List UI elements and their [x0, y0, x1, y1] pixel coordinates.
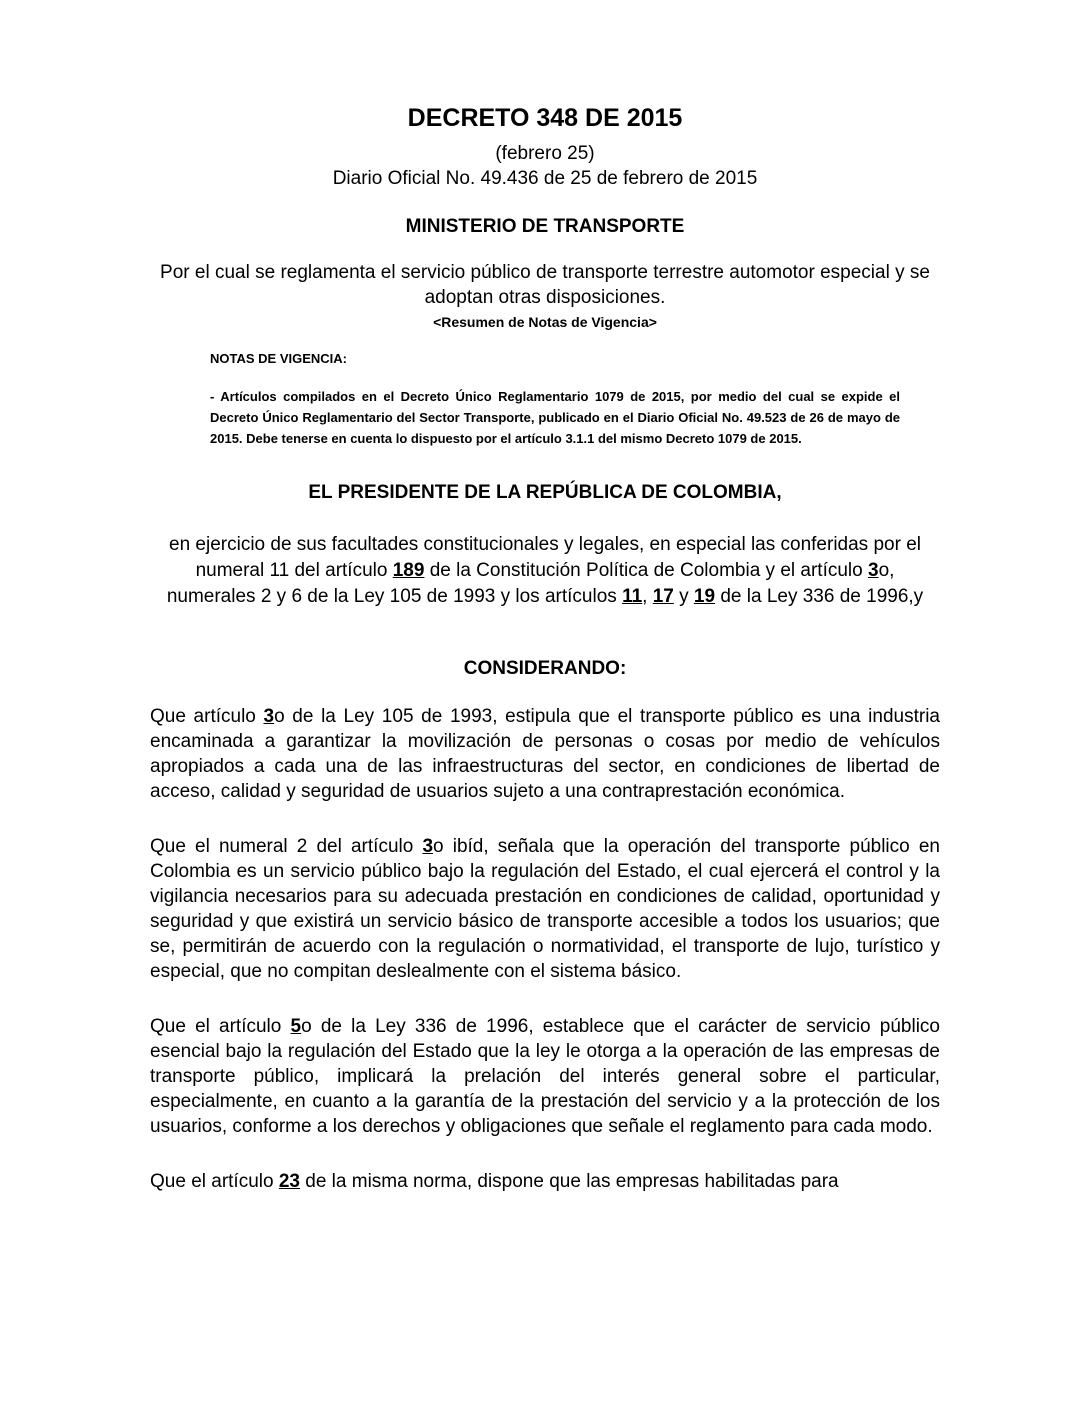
text-run: Que el artículo [150, 1016, 291, 1037]
considerando-paragraph-1 [150, 704, 940, 804]
notas-de-vigencia-heading: NOTAS DE VIGENCIA: [210, 351, 347, 366]
text-run: o ibíd, señala que la operación del transporte público en Colombia es un servicio público bajo la regulación del Estado, el cual ejercerá el control y la vigilancia necesarios para su adecuada prestación en condiciones de calidad, oportunidad y seguridad y que existirá un servicio básico de transporte accesible a todos los usuarios; que se, permitirán de acuerdo con la regulación o normatividad, el transporte de lujo, turístico y especial, que no compitan deslealmente con el sistema básico. [150, 836, 940, 982]
text-run: Que el artículo [150, 1171, 279, 1192]
article-reference: 17 [652, 586, 674, 607]
considerando-paragraph-4 [150, 1169, 940, 1194]
text-run: o de la Ley 336 de 1996, establece que el carácter de servicio público esencial bajo la regulación del Estado que la ley le otorga a la operación de las empresas de transporte público, implicará la prelación del interés general sobre el particular, especialmente, en cuanto a la garantía de la prestación del servicio y a la protección de los usuarios, conforme a los derechos y obligaciones que señale el reglamento para cada modo. [150, 1016, 940, 1137]
article-reference: 189 [392, 560, 425, 581]
president-heading: EL PRESIDENTE DE LA REPÚBLICA DE COLOMBIA, [308, 482, 782, 503]
notas-de-vigencia-section [210, 348, 900, 449]
vigencia-summary-tag: <Resumen de Notas de Vigencia> [433, 314, 657, 330]
text-run: de la Constitución Política de Colombia y el artículo [424, 560, 868, 581]
gazette-line: Diario Oficial No. 49.436 de 25 de febrero de 2015 [332, 168, 758, 189]
document-title: DECRETO 348 DE 2015 [407, 104, 683, 132]
date-line: (febrero 25) [495, 143, 595, 164]
article-reference: 11 [622, 586, 643, 607]
article-reference: 3 [422, 836, 434, 857]
considerando-heading: CONSIDERANDO: [463, 658, 627, 679]
article-reference: 3 [263, 706, 275, 727]
ministry-heading: MINISTERIO DE TRANSPORTE [405, 216, 685, 237]
article-reference: 23 [278, 1171, 300, 1192]
text-run: de la Ley 336 de 1996,y [715, 586, 924, 607]
preamble-paragraph [150, 532, 940, 610]
text-run: en ejercicio de sus facultades constitucionales y legales, en especial las conferidas por el numeral 11 del artículo [169, 534, 921, 581]
article-reference: 3 [867, 560, 879, 581]
text-run: Que artículo [150, 706, 264, 727]
text-run: y [673, 586, 694, 607]
text-run: o de la Ley 105 de 1993, estipula que el transporte público es una industria encaminada a garantizar la movilización de personas o cosas por medio de vehículos apropiados a cada una de las infraestructuras del sector, en condiciones de libertad de acceso, calidad y seguridad de usuarios sujeto a una contraprestación económica. [150, 706, 940, 802]
considerando-paragraph-2 [150, 834, 940, 984]
text-run: o, numerales 2 y 6 de la Ley 105 de 1993 y los artículos [166, 560, 895, 607]
decree-subject: Por el cual se reglamenta el servicio público de transporte terrestre automotor especial y se adoptan otras disposiciones. [160, 262, 930, 308]
text-run: de la misma norma, dispone que las empresas habilitadas para [299, 1171, 839, 1192]
article-reference: 19 [693, 586, 716, 607]
article-reference: 5 [290, 1016, 302, 1037]
text-run: , [642, 586, 653, 607]
considerando-paragraph-3 [150, 1014, 940, 1139]
text-run: Que el numeral 2 del artículo [150, 836, 423, 857]
notas-de-vigencia-body: - Artículos compilados en el Decreto Único Reglamentario 1079 de 2015, por medio del cual se expide el Decreto Único Reglamentario del Sector Transporte, publicado en el Diario Oficial No. 49.523 de 26 de mayo de 2015. Debe tenerse en cuenta lo dispuesto por el artículo 3.1.1 del mismo Decreto 1079 de 2015. [210, 389, 900, 446]
